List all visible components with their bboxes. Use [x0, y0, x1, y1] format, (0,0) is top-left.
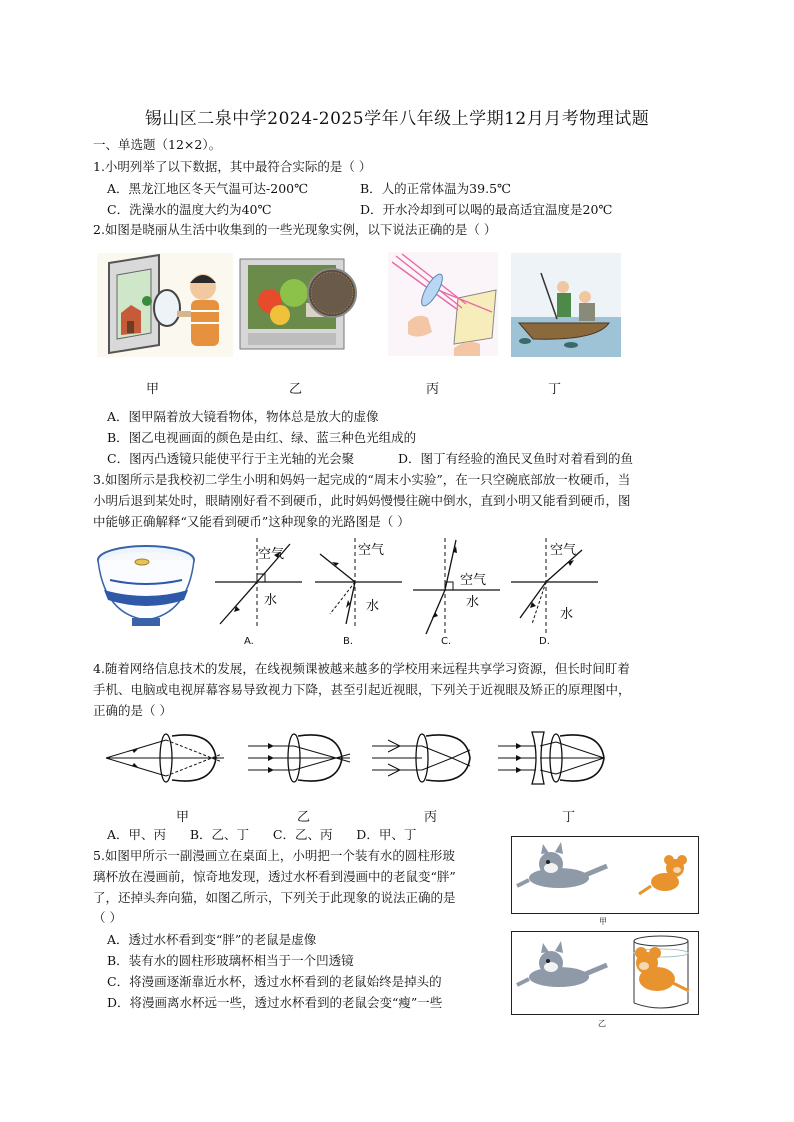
- q2-option-c: C．图丙凸透镜只能使平行于主光轴的光会聚: [107, 451, 355, 466]
- q2-option-b: B．图乙电视画面的颜色是由红、绿、蓝三种色光组成的: [107, 430, 417, 445]
- q3-label-c: C.: [441, 636, 452, 647]
- q5-option-c: C．将漫画逐渐靠近水杯，透过水杯看到的老鼠始终是掉头的: [107, 974, 442, 989]
- q5-option-b: B．装有水的圆柱形玻璃杯相当于一个凹透镜: [107, 953, 354, 968]
- q3-stem-line1: 3.如图所示是我校初二学生小明和妈妈一起完成的“周末小实验”，在一只空碗底部放一枚硬币，当: [93, 472, 631, 487]
- q3-diagram-a: [210, 538, 310, 650]
- q3-bowl-image: [96, 540, 196, 632]
- q2-stem: 2.如图是晓丽从生活中收集到的一些光现象实例，以下说法正确的是（ ）: [93, 222, 497, 237]
- q2-label-ding: 丁: [548, 382, 562, 397]
- q4-stem-line2: 手机、电脑或电视屏幕容易导致视力下降，甚至引起近视眼，下列关于近视眼及矫正的原理图中，: [93, 682, 631, 697]
- q2-label-jia: 甲: [146, 382, 160, 397]
- q1-stem: 1.小明列举了以下数据，其中最符合实际的是（ ）: [93, 159, 372, 174]
- q3-diagram-c: [408, 538, 508, 650]
- q1-option-c: C．洗澡水的温度大约为40℃: [107, 202, 272, 217]
- q4-eye-bing: [370, 722, 488, 794]
- q3-a-water: 水: [264, 593, 278, 608]
- q2-label-bing: 丙: [426, 382, 440, 397]
- q3-label-b: B.: [343, 636, 354, 647]
- q5-fig-label-jia: 甲: [599, 917, 607, 926]
- q3-diagram-b: [310, 538, 410, 650]
- q3-label-a: A.: [244, 636, 254, 647]
- q5-stem-line3: 了，还掉头奔向猫，如图乙所示，下列关于此现象的说法正确的是: [93, 890, 456, 905]
- q5-stem-line2: 璃杯放在漫画前，惊奇地发现，透过水杯看到漫画中的老鼠变“胖”: [93, 869, 456, 884]
- q4-eye-yi: [246, 722, 356, 794]
- q5-fig-label-yi: 乙: [598, 1019, 606, 1028]
- q2-figure-yi: [236, 253, 358, 357]
- q3-a-air: 空气: [258, 547, 285, 562]
- q1-option-d: D．开水冷却到可以喝的最高适宜温度是20℃: [360, 202, 613, 217]
- q2-figure-ding: [511, 253, 621, 357]
- q4-label-ding: 丁: [562, 810, 576, 825]
- q2-option-d: D．图丁有经验的渔民叉鱼时对着看到的鱼: [398, 451, 634, 466]
- q3-b-air: 空气: [358, 543, 385, 558]
- q2-label-yi: 乙: [289, 382, 303, 397]
- q4-options: A．甲、丙 B．乙、丁 C．乙、丙 D．甲、丁: [107, 827, 417, 842]
- page-title: 锡山区二泉中学2024-2025学年八年级上学期12月月考物理试题: [144, 109, 650, 129]
- q3-diagram-d: [506, 538, 606, 650]
- q5-figure-jia: [511, 836, 699, 914]
- q4-label-yi: 乙: [297, 810, 311, 825]
- q4-eye-ding: [496, 722, 622, 794]
- q5-option-d: D．将漫画离水杯远一些，透过水杯看到的老鼠会变“瘦”一些: [107, 995, 443, 1010]
- q4-stem-line3: 正确的是（ ）: [93, 703, 172, 718]
- q3-b-water: 水: [366, 599, 380, 614]
- q3-d-water: 水: [560, 607, 574, 622]
- q3-stem-line2: 小明后退到某处时，眼睛刚好看不到硬币，此时妈妈慢慢往碗中倒水，直到小明又能看到硬币，图: [93, 493, 631, 508]
- q3-c-air: 空气: [460, 573, 487, 588]
- q3-c-water: 水: [466, 595, 480, 610]
- q2-figure-jia: [97, 253, 233, 357]
- q5-stem-line4: （ ）: [93, 910, 122, 925]
- q4-eye-jia: [104, 722, 234, 794]
- q5-stem-line1: 5.如图甲所示一副漫画立在桌面上，小明把一个装有水的圆柱形玻: [93, 848, 455, 863]
- q5-option-a: A．透过水杯看到变“胖”的老鼠是虚像: [107, 932, 317, 947]
- q4-stem-line1: 4.随着网络信息技术的发展，在线视频课被越来越多的学校用来远程共享学习资源，但长时间盯着: [93, 661, 630, 676]
- q5-figure-yi: [511, 931, 699, 1015]
- q4-label-jia: 甲: [176, 810, 190, 825]
- q2-figure-bing: [388, 252, 498, 356]
- q2-option-a: A．图甲隔着放大镜看物体，物体总是放大的虚像: [107, 409, 379, 424]
- q1-option-a: A．黑龙江地区冬天气温可达-200℃: [107, 181, 309, 196]
- q4-label-bing: 丙: [424, 810, 438, 825]
- q3-label-d: D.: [539, 636, 550, 647]
- q3-d-air: 空气: [550, 543, 577, 558]
- q3-stem-line3: 中能够正确解释“又能看到硬币”这种现象的光路图是（ ）: [93, 514, 410, 529]
- section-heading: 一、单选题（12×2）。: [93, 137, 222, 152]
- q1-option-b: B．人的正常体温为39.5℃: [360, 181, 512, 196]
